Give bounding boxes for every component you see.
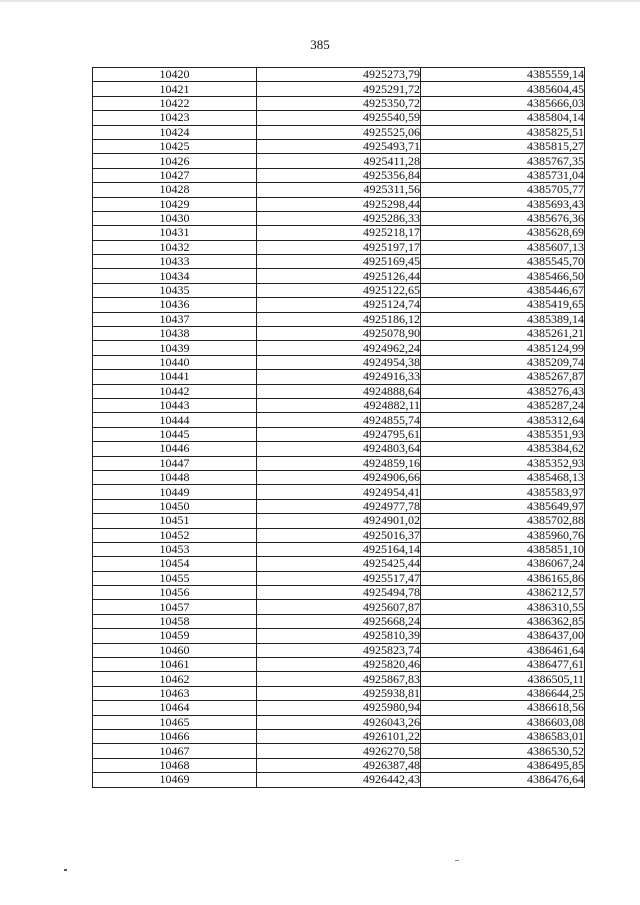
table-row	[93, 398, 585, 412]
point-number-cell: 10427	[93, 168, 257, 182]
point-number-cell: 10425	[93, 139, 257, 153]
y-coordinate-cell: 4385287,24	[421, 398, 585, 412]
table-row	[93, 701, 585, 715]
point-number-cell: 10469	[93, 773, 257, 787]
x-coordinate-cell: 4924962,24	[257, 341, 421, 355]
point-number-cell: 10438	[93, 327, 257, 341]
y-coordinate-cell: 4385583,97	[421, 485, 585, 499]
y-coordinate-cell: 4385666,03	[421, 96, 585, 110]
point-number-cell: 10452	[93, 528, 257, 542]
point-number-cell: 10436	[93, 298, 257, 312]
y-coordinate-cell: 4386477,61	[421, 658, 585, 672]
point-number-cell: 10424	[93, 125, 257, 139]
table-row	[93, 226, 585, 240]
table-row	[93, 283, 585, 297]
y-coordinate-cell: 4385312,64	[421, 413, 585, 427]
y-coordinate-cell: 4385804,14	[421, 111, 585, 125]
y-coordinate-cell: 4386067,24	[421, 557, 585, 571]
table-row	[93, 111, 585, 125]
x-coordinate-cell: 4924859,16	[257, 456, 421, 470]
y-coordinate-cell: 4386644,25	[421, 686, 585, 700]
point-number-cell: 10467	[93, 744, 257, 758]
point-number-cell: 10458	[93, 614, 257, 628]
y-coordinate-cell: 4385468,13	[421, 470, 585, 484]
x-coordinate-cell: 4924954,38	[257, 355, 421, 369]
x-coordinate-cell: 4925273,79	[257, 68, 421, 82]
y-coordinate-cell: 4385389,14	[421, 312, 585, 326]
x-coordinate-cell: 4925356,84	[257, 168, 421, 182]
y-coordinate-cell: 4385446,67	[421, 283, 585, 297]
point-number-cell: 10466	[93, 729, 257, 743]
point-number-cell: 10451	[93, 514, 257, 528]
x-coordinate-cell: 4924803,64	[257, 442, 421, 456]
point-number-cell: 10453	[93, 542, 257, 556]
table-row	[93, 773, 585, 787]
table-row	[93, 298, 585, 312]
table-row	[93, 327, 585, 341]
y-coordinate-cell: 4386495,85	[421, 758, 585, 772]
point-number-cell: 10446	[93, 442, 257, 456]
x-coordinate-cell: 4925298,44	[257, 197, 421, 211]
x-coordinate-cell: 4925126,44	[257, 269, 421, 283]
table-row	[93, 168, 585, 182]
x-coordinate-cell: 4925016,37	[257, 528, 421, 542]
point-number-cell: 10435	[93, 283, 257, 297]
y-coordinate-cell: 4385545,70	[421, 255, 585, 269]
x-coordinate-cell: 4924888,64	[257, 384, 421, 398]
x-coordinate-cell: 4925122,65	[257, 283, 421, 297]
point-number-cell: 10456	[93, 586, 257, 600]
table-row	[93, 82, 585, 96]
x-coordinate-cell: 4925823,74	[257, 643, 421, 657]
table-row	[93, 456, 585, 470]
x-coordinate-cell: 4925078,90	[257, 327, 421, 341]
y-coordinate-cell: 4386583,01	[421, 729, 585, 743]
y-coordinate-cell: 4386603,08	[421, 715, 585, 729]
x-coordinate-cell: 4925668,24	[257, 614, 421, 628]
table-row	[93, 413, 585, 427]
y-coordinate-cell: 4385693,43	[421, 197, 585, 211]
x-coordinate-cell: 4925820,46	[257, 658, 421, 672]
x-coordinate-cell: 4926387,48	[257, 758, 421, 772]
table-row	[93, 255, 585, 269]
y-coordinate-cell: 4385825,51	[421, 125, 585, 139]
table-row	[93, 211, 585, 225]
x-coordinate-cell: 4926270,58	[257, 744, 421, 758]
y-coordinate-cell: 4385851,10	[421, 542, 585, 556]
x-coordinate-cell: 4925810,39	[257, 629, 421, 643]
x-coordinate-cell: 4925540,59	[257, 111, 421, 125]
x-coordinate-cell: 4925164,14	[257, 542, 421, 556]
table-row	[93, 183, 585, 197]
x-coordinate-cell: 4925186,12	[257, 312, 421, 326]
x-coordinate-cell: 4924906,66	[257, 470, 421, 484]
y-coordinate-cell: 4385649,97	[421, 499, 585, 513]
y-coordinate-cell: 4385815,27	[421, 139, 585, 153]
table-row	[93, 528, 585, 542]
table-row	[93, 96, 585, 110]
table-row	[93, 758, 585, 772]
y-coordinate-cell: 4386362,85	[421, 614, 585, 628]
table-row	[93, 629, 585, 643]
x-coordinate-cell: 4925607,87	[257, 600, 421, 614]
y-coordinate-cell: 4385209,74	[421, 355, 585, 369]
x-coordinate-cell: 4925218,17	[257, 226, 421, 240]
y-coordinate-cell: 4385731,04	[421, 168, 585, 182]
x-coordinate-cell: 4925425,44	[257, 557, 421, 571]
y-coordinate-cell: 4385261,21	[421, 327, 585, 341]
x-coordinate-cell: 4924795,61	[257, 427, 421, 441]
point-number-cell: 10442	[93, 384, 257, 398]
point-number-cell: 10434	[93, 269, 257, 283]
coordinates-table-body	[93, 68, 585, 788]
y-coordinate-cell: 4385960,76	[421, 528, 585, 542]
y-coordinate-cell: 4386437,00	[421, 629, 585, 643]
table-row	[93, 686, 585, 700]
table-row	[93, 643, 585, 657]
x-coordinate-cell: 4924882,11	[257, 398, 421, 412]
table-row	[93, 68, 585, 82]
y-coordinate-cell: 4385384,62	[421, 442, 585, 456]
table-row	[93, 614, 585, 628]
point-number-cell: 10440	[93, 355, 257, 369]
point-number-cell: 10459	[93, 629, 257, 643]
table-row	[93, 542, 585, 556]
point-number-cell: 10443	[93, 398, 257, 412]
y-coordinate-cell: 4386530,52	[421, 744, 585, 758]
table-row	[93, 499, 585, 513]
x-coordinate-cell: 4924916,33	[257, 370, 421, 384]
y-coordinate-cell: 4386618,56	[421, 701, 585, 715]
y-coordinate-cell: 4385607,13	[421, 240, 585, 254]
table-row	[93, 442, 585, 456]
table-row	[93, 125, 585, 139]
table-row	[93, 154, 585, 168]
table-row	[93, 672, 585, 686]
table-row	[93, 370, 585, 384]
table-row	[93, 600, 585, 614]
point-number-cell: 10423	[93, 111, 257, 125]
point-number-cell: 10445	[93, 427, 257, 441]
y-coordinate-cell: 4386505,11	[421, 672, 585, 686]
x-coordinate-cell: 4926442,43	[257, 773, 421, 787]
point-number-cell: 10463	[93, 686, 257, 700]
table-row	[93, 586, 585, 600]
table-row	[93, 571, 585, 585]
point-number-cell: 10444	[93, 413, 257, 427]
table-row	[93, 729, 585, 743]
x-coordinate-cell: 4925197,17	[257, 240, 421, 254]
x-coordinate-cell: 4925525,06	[257, 125, 421, 139]
point-number-cell: 10439	[93, 341, 257, 355]
x-coordinate-cell: 4925311,56	[257, 183, 421, 197]
table-row	[93, 715, 585, 729]
point-number-cell: 10449	[93, 485, 257, 499]
point-number-cell: 10468	[93, 758, 257, 772]
y-coordinate-cell: 4385419,65	[421, 298, 585, 312]
y-coordinate-cell: 4386476,64	[421, 773, 585, 787]
x-coordinate-cell: 4925350,72	[257, 96, 421, 110]
y-coordinate-cell: 4385702,88	[421, 514, 585, 528]
point-number-cell: 10462	[93, 672, 257, 686]
scan-edge	[0, 0, 640, 2]
point-number-cell: 10441	[93, 370, 257, 384]
table-row	[93, 485, 585, 499]
point-number-cell: 10426	[93, 154, 257, 168]
x-coordinate-cell: 4925124,74	[257, 298, 421, 312]
y-coordinate-cell: 4386212,57	[421, 586, 585, 600]
table-row	[93, 240, 585, 254]
x-coordinate-cell: 4925286,33	[257, 211, 421, 225]
point-number-cell: 10433	[93, 255, 257, 269]
y-coordinate-cell: 4385628,69	[421, 226, 585, 240]
table-row	[93, 514, 585, 528]
point-number-cell: 10429	[93, 197, 257, 211]
point-number-cell: 10422	[93, 96, 257, 110]
x-coordinate-cell: 4926101,22	[257, 729, 421, 743]
point-number-cell: 10437	[93, 312, 257, 326]
y-coordinate-cell: 4386165,86	[421, 571, 585, 585]
x-coordinate-cell: 4925867,83	[257, 672, 421, 686]
y-coordinate-cell: 4385604,45	[421, 82, 585, 96]
y-coordinate-cell: 4386461,64	[421, 643, 585, 657]
y-coordinate-cell: 4385124,99	[421, 341, 585, 355]
table-row	[93, 341, 585, 355]
point-number-cell: 10432	[93, 240, 257, 254]
x-coordinate-cell: 4924977,78	[257, 499, 421, 513]
y-coordinate-cell: 4385352,93	[421, 456, 585, 470]
y-coordinate-cell: 4385466,50	[421, 269, 585, 283]
point-number-cell: 10448	[93, 470, 257, 484]
x-coordinate-cell: 4925169,45	[257, 255, 421, 269]
coordinates-table	[92, 67, 585, 788]
table-row	[93, 355, 585, 369]
point-number-cell: 10430	[93, 211, 257, 225]
y-coordinate-cell: 4385705,77	[421, 183, 585, 197]
x-coordinate-cell: 4924954,41	[257, 485, 421, 499]
table-row	[93, 470, 585, 484]
scan-speck	[455, 860, 459, 861]
point-number-cell: 10447	[93, 456, 257, 470]
point-number-cell: 10421	[93, 82, 257, 96]
x-coordinate-cell: 4925291,72	[257, 82, 421, 96]
table-row	[93, 744, 585, 758]
table-row	[93, 557, 585, 571]
y-coordinate-cell: 4385767,35	[421, 154, 585, 168]
page-number: 385	[310, 37, 330, 52]
point-number-cell: 10457	[93, 600, 257, 614]
table-row	[93, 197, 585, 211]
point-number-cell: 10455	[93, 571, 257, 585]
x-coordinate-cell: 4925517,47	[257, 571, 421, 585]
point-number-cell: 10428	[93, 183, 257, 197]
point-number-cell: 10460	[93, 643, 257, 657]
x-coordinate-cell: 4925494,78	[257, 586, 421, 600]
y-coordinate-cell: 4385267,87	[421, 370, 585, 384]
point-number-cell: 10465	[93, 715, 257, 729]
y-coordinate-cell: 4385276,43	[421, 384, 585, 398]
point-number-cell: 10454	[93, 557, 257, 571]
point-number-cell: 10431	[93, 226, 257, 240]
x-coordinate-cell: 4925980,94	[257, 701, 421, 715]
table-row	[93, 427, 585, 441]
table-row	[93, 139, 585, 153]
y-coordinate-cell: 4386310,55	[421, 600, 585, 614]
x-coordinate-cell: 4925493,71	[257, 139, 421, 153]
table-row	[93, 658, 585, 672]
point-number-cell: 10461	[93, 658, 257, 672]
point-number-cell: 10450	[93, 499, 257, 513]
x-coordinate-cell: 4925411,28	[257, 154, 421, 168]
y-coordinate-cell: 4385351,93	[421, 427, 585, 441]
table-row	[93, 384, 585, 398]
table-row	[93, 269, 585, 283]
y-coordinate-cell: 4385676,36	[421, 211, 585, 225]
x-coordinate-cell: 4925938,81	[257, 686, 421, 700]
x-coordinate-cell: 4924901,02	[257, 514, 421, 528]
table-row	[93, 312, 585, 326]
point-number-cell: 10420	[93, 68, 257, 82]
x-coordinate-cell: 4926043,26	[257, 715, 421, 729]
point-number-cell: 10464	[93, 701, 257, 715]
scan-speck	[64, 869, 67, 871]
y-coordinate-cell: 4385559,14	[421, 68, 585, 82]
x-coordinate-cell: 4924855,74	[257, 413, 421, 427]
